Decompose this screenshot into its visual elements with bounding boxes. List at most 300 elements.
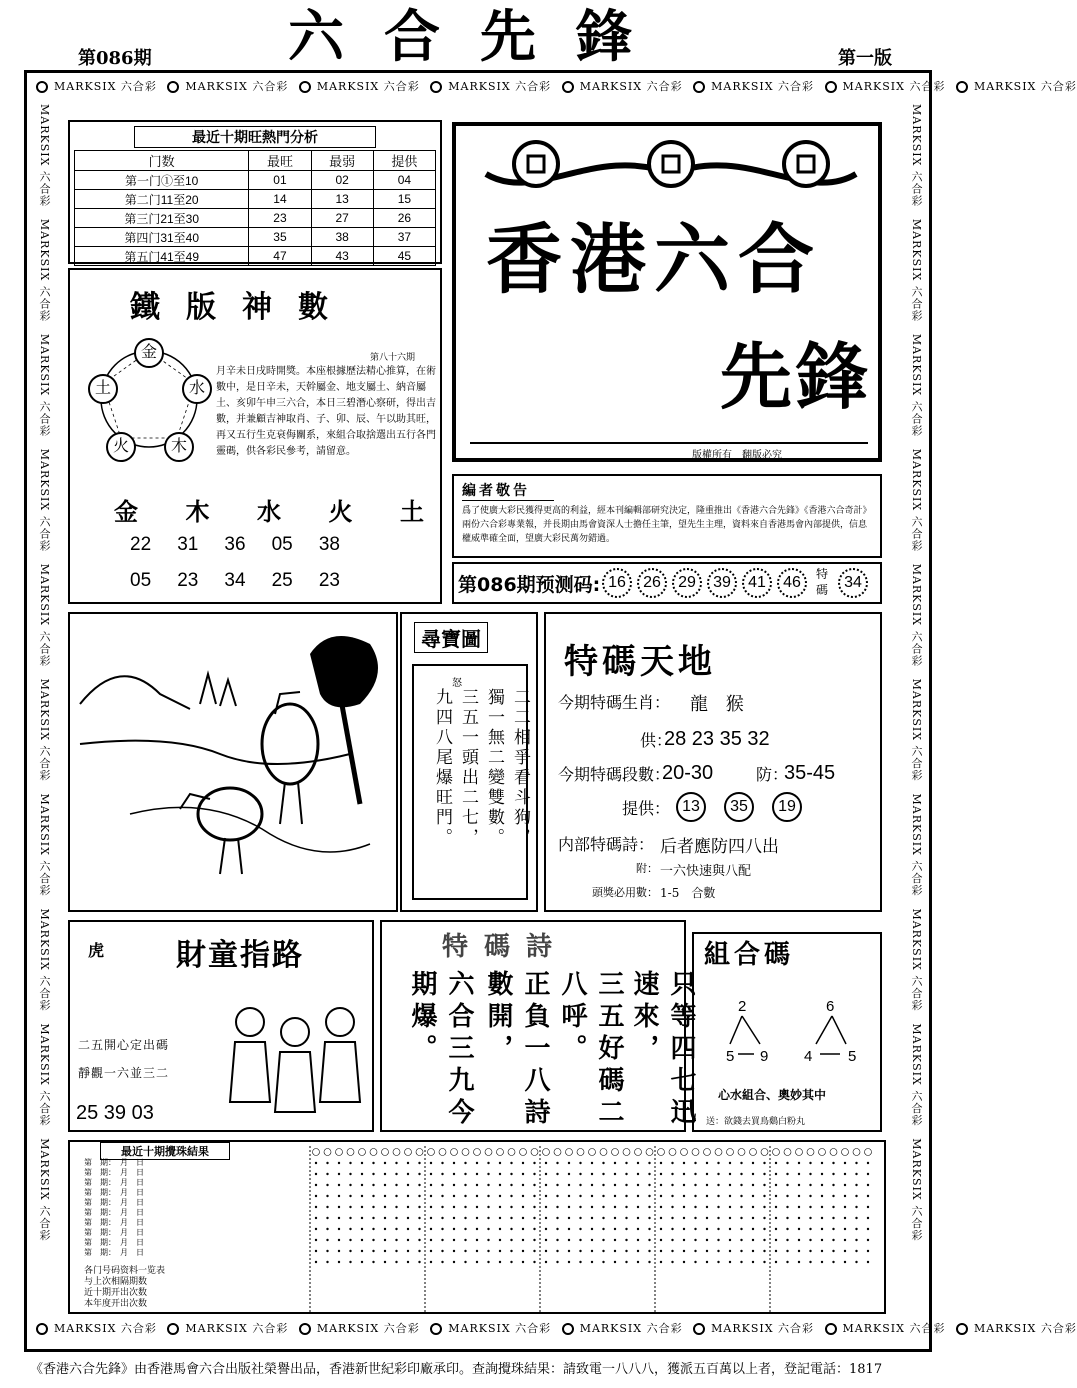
grid-dot [476,1184,478,1186]
grid-dot [453,1228,455,1230]
grid-dot [681,1149,688,1156]
grid-dot [646,1149,653,1156]
attach-label: 附： [636,862,658,875]
grid-dot [775,1217,777,1219]
grid-dot [497,1149,504,1156]
wealth-panel [68,920,374,1132]
grid-dot [430,1261,432,1263]
grid-dot [534,1217,536,1219]
grid-dot [361,1239,363,1241]
grid-dot [683,1239,685,1241]
table-row: 第五门41至49 47 43 45 [75,247,436,266]
grid-dot [396,1250,398,1252]
grid-dot [545,1206,547,1208]
grid-dot [867,1250,869,1252]
grid-dot [511,1184,513,1186]
grid-dot [626,1184,628,1186]
grid-dot [580,1250,582,1252]
left-border-strip: MARKSIX 六合彩 MARKSIX 六合彩 MARKSIX 六合彩 MARKSIX 六合彩 MARKSIX 六合彩 MARKSIX 六合彩 MARKSIX 六合彩 MARKSIX 六合彩 MARKSIX 六合彩 MARKSIX 六合彩 [38,104,51,1242]
grid-dot [810,1228,812,1230]
grid-dot [830,1149,837,1156]
grid-dot [462,1149,469,1156]
grid-dot [338,1206,340,1208]
grid-dot [741,1261,743,1263]
editor-note-text: 爲了使廣大彩民獲得更高的利益，經本刊編輯部研究決定，隆重推出《香港六合先鋒》《香港六合奇計》兩份六合彩專業報，并長期由馬會資深人士擔任主筆，望先生主理，資料來自香港馬會內部提供，信息權威準確全面，望廣大彩民萬勿錯過。 [462,506,872,544]
grid-dot [695,1250,697,1252]
grid-dot [499,1184,501,1186]
poem-value: 后者應防四八出 [660,837,779,857]
grid-dot [603,1250,605,1252]
offer-number: 19 [772,792,802,822]
grid-dot [499,1250,501,1252]
grid-dot [810,1239,812,1241]
grid-dot [752,1239,754,1241]
grid-dot [373,1217,375,1219]
col-header: 门数 [75,151,249,171]
draw-results-title: 最近十期攪珠結果 [100,1142,230,1160]
grid-dot [338,1195,340,1197]
grid-dot [522,1261,524,1263]
grid-dot [810,1173,812,1175]
grid-dot [419,1217,421,1219]
grid-dot [844,1217,846,1219]
grid-dot [614,1217,616,1219]
grid-dot [511,1261,513,1263]
table-row: 第三门21至30 23 27 26 [75,209,436,228]
grid-dot [672,1261,674,1263]
grid-dot [396,1217,398,1219]
grid-dot [844,1195,846,1197]
grid-dot [350,1195,352,1197]
grid-dot [867,1184,869,1186]
grid-dot [672,1162,674,1164]
grid-dot [856,1162,858,1164]
grid-dot [637,1162,639,1164]
grid-dot [718,1228,720,1230]
grid-dot [798,1228,800,1230]
grid-dot [557,1195,559,1197]
grid-dot [485,1149,492,1156]
grid-dot [373,1261,375,1263]
flower-icon [562,81,574,93]
grid-dot [787,1195,789,1197]
grid-dot [534,1228,536,1230]
grid-dot [591,1228,593,1230]
grid-dot [741,1206,743,1208]
children-picture [220,1002,370,1122]
grid-dot [451,1149,458,1156]
grid-dot [453,1173,455,1175]
grid-dot [361,1173,363,1175]
prediction-number: 39 [707,568,737,598]
grid-dot [660,1206,662,1208]
grid-dot [453,1206,455,1208]
grid-dot [764,1184,766,1186]
grid-dot [718,1217,720,1219]
grid-dot [511,1195,513,1197]
grid-dot [672,1250,674,1252]
supply-label: 供： [640,731,673,750]
flower-icon [825,1323,837,1335]
grid-dot [370,1149,377,1156]
grid-dot [568,1239,570,1241]
grid-dot [729,1173,731,1175]
grid-dot [442,1217,444,1219]
grid-dot [741,1184,743,1186]
grid-dot [692,1149,699,1156]
grid-dot [741,1228,743,1230]
grid-dot [842,1149,849,1156]
grid-dot [396,1206,398,1208]
grid-dot [442,1239,444,1241]
grid-dot [407,1184,409,1186]
zodiac-label: 今期特碼生肖： [558,693,671,712]
grid-dot [557,1239,559,1241]
grid-dot [350,1217,352,1219]
range-label: 今期特碼段數： [558,765,671,784]
grid-dot [580,1261,582,1263]
grid-dot [833,1206,835,1208]
grid-dot [752,1228,754,1230]
grid-dot [741,1173,743,1175]
flower-icon [693,1323,705,1335]
grid-dot [338,1162,340,1164]
grid-dot [442,1162,444,1164]
grid-dot [729,1184,731,1186]
grid-dot [798,1206,800,1208]
flower-icon [36,81,48,93]
grid-dot [844,1239,846,1241]
grid-dot [637,1239,639,1241]
tema-poem-col: 只等四七迅速來， [629,970,696,1130]
tema-poem-col: 六合三九今期爆。 [407,970,474,1130]
grid-dot [787,1228,789,1230]
grid-dot [568,1173,570,1175]
prediction-number: 41 [742,568,772,598]
grid-dot [396,1261,398,1263]
grid-dot [787,1173,789,1175]
grid-dot [856,1217,858,1219]
grid-dot [764,1250,766,1252]
grid-dot [810,1217,812,1219]
grid-dot [649,1162,651,1164]
grid-dot [738,1149,745,1156]
grid-dot [603,1162,605,1164]
grid-dot [718,1206,720,1208]
defend-value: 35-45 [784,762,836,784]
grid-dot [545,1250,547,1252]
grid-dot [430,1217,432,1219]
grid-dot [373,1184,375,1186]
grid-dot [557,1228,559,1230]
grid-dot [614,1228,616,1230]
grid-dot [775,1173,777,1175]
grid-dot [729,1162,731,1164]
tri2-left: 4 [804,1048,813,1065]
grid-dot [761,1149,768,1156]
grid-dot [683,1250,685,1252]
wealth-title: 財童指路 [176,938,304,973]
grid-dot [488,1184,490,1186]
grid-dot [442,1173,444,1175]
grid-dot [474,1149,481,1156]
grid-dot [626,1239,628,1241]
grid-dot [327,1239,329,1241]
grid-dot [396,1162,398,1164]
grid-dot [465,1162,467,1164]
grid-dot [833,1228,835,1230]
grid-dot [787,1162,789,1164]
grid-dot [810,1162,812,1164]
grid-dot [718,1173,720,1175]
grid-dot [327,1173,329,1175]
grid-dot [821,1173,823,1175]
footer-text: 《香港六合先鋒》由香港馬會六合出版社榮譽出品，香港新世紀彩印廠承印。查詢攪珠結果：請致電一八八八，獲派五百萬以上者，登記電話：1817 [30,1362,883,1377]
grid-dot [775,1206,777,1208]
grid-dot [324,1149,331,1156]
grid-dot [683,1261,685,1263]
grid-dot [821,1184,823,1186]
right-border-strip: MARKSIX 六合彩 MARKSIX 六合彩 MARKSIX 六合彩 MARKSIX 六合彩 MARKSIX 六合彩 MARKSIX 六合彩 MARKSIX 六合彩 MARKSIX 六合彩 MARKSIX 六合彩 MARKSIX 六合彩 [910,104,923,1242]
grid-dot [534,1261,536,1263]
hk-banner-panel [452,122,882,462]
grid-dot [315,1173,317,1175]
grid-dot [465,1228,467,1230]
grid-dot [672,1173,674,1175]
offer-label: 提供： [622,799,671,818]
grid-dot [741,1195,743,1197]
grid-dot [476,1228,478,1230]
flower-icon [693,81,705,93]
grid-dot [327,1195,329,1197]
grid-dot [373,1162,375,1164]
grid-dot [706,1261,708,1263]
grid-dot [361,1250,363,1252]
grid-dot [810,1250,812,1252]
tri1-right: 9 [760,1048,769,1065]
grid-dot [488,1206,490,1208]
grid-dot [844,1173,846,1175]
grid-dot [407,1206,409,1208]
grid-dot [511,1250,513,1252]
grid-dot [373,1173,375,1175]
grid-dot [683,1195,685,1197]
grid-dot [557,1184,559,1186]
grid-dot [522,1228,524,1230]
grid-dot [637,1261,639,1263]
combo-caption: 心水組合、奧妙其中 [718,1088,827,1102]
iron-board-issue: 第八十六期 [370,353,416,363]
grid-dot [649,1228,651,1230]
grid-dot [752,1250,754,1252]
grid-dot [695,1239,697,1241]
grid-dot [718,1250,720,1252]
grid-dot [338,1239,340,1241]
grid-dot [614,1184,616,1186]
grid-dot [798,1184,800,1186]
grid-dot [591,1195,593,1197]
grid-dot [534,1195,536,1197]
grid-dot [430,1162,432,1164]
grid-dot [637,1206,639,1208]
grid-dot [706,1239,708,1241]
tri1-top: 2 [738,998,747,1015]
page-title: 六合先鋒 [288,5,672,70]
cranes-illustration [68,612,398,912]
prediction-label: 第086期预测码: [458,574,601,596]
grid-dot [315,1261,317,1263]
grid-dot [833,1250,835,1252]
grid-dot [361,1195,363,1197]
grid-dot [453,1217,455,1219]
treasure-verse-title: 怒 [452,678,462,689]
grid-dot [534,1162,536,1164]
grid-dot [649,1206,651,1208]
grid-dot [614,1162,616,1164]
grid-dot [626,1261,628,1263]
grid-dot [764,1228,766,1230]
grid-dot [315,1206,317,1208]
grid-dot [315,1162,317,1164]
combo-panel [692,932,882,1132]
tri1-left: 5 [726,1048,735,1065]
grid-dot [718,1195,720,1197]
grid-dot [534,1239,536,1241]
grid-dot [603,1261,605,1263]
grid-dot [695,1261,697,1263]
grid-dot [715,1149,722,1156]
grid-dot [856,1206,858,1208]
flower-icon [167,81,179,93]
combo-title: 組合碼 [704,940,795,970]
grid-dot [465,1239,467,1241]
hot-analysis-table [74,150,436,266]
grid-dot [407,1228,409,1230]
banner-title-line2: 先鋒 [720,335,873,419]
grid-dot [695,1206,697,1208]
grid-dot [545,1162,547,1164]
grid-dot [393,1149,400,1156]
grid-dot [419,1173,421,1175]
grid-dot [833,1217,835,1219]
flower-icon [430,81,442,93]
grid-dot [695,1217,697,1219]
grid-dot [706,1206,708,1208]
grid-dot [660,1162,662,1164]
grid-dot [695,1195,697,1197]
grid-dot [499,1228,501,1230]
grid-dot [796,1149,803,1156]
grid-dot [729,1239,731,1241]
grid-dot [867,1173,869,1175]
grid-dot [336,1149,343,1156]
grid-dot [476,1217,478,1219]
grid-dot [453,1195,455,1197]
grid-dot [315,1184,317,1186]
grid-dot [545,1239,547,1241]
grid-dot [407,1261,409,1263]
grid-dot [626,1195,628,1197]
grid-dot [865,1149,872,1156]
grid-dot [407,1239,409,1241]
iron-board-title: 鐵版神數 [130,290,354,325]
flower-icon [956,81,968,93]
grid-dot [545,1184,547,1186]
grid-dot [488,1228,490,1230]
grid-dot [614,1250,616,1252]
grid-dot [442,1228,444,1230]
grid-dot [577,1149,584,1156]
grid-dot [729,1250,731,1252]
grid-dot [580,1195,582,1197]
special-label: 特碼 [816,567,829,597]
grid-dot [350,1173,352,1175]
grid-dot [614,1206,616,1208]
grid-dot [442,1206,444,1208]
grid-dot [750,1149,757,1156]
grid-dot [821,1239,823,1241]
grid-dot [396,1173,398,1175]
grid-dot [603,1239,605,1241]
grid-dot [614,1239,616,1241]
grid-dot [672,1184,674,1186]
grid-dot [787,1261,789,1263]
grid-dot [752,1206,754,1208]
grid-dot [706,1217,708,1219]
tema-poem-title: 特碼詩 [442,932,569,962]
grid-dot [419,1184,421,1186]
grid-dot [396,1195,398,1197]
grid-dot [476,1162,478,1164]
poem-label: 内部特碼詩： [558,835,655,854]
grid-dot [741,1239,743,1241]
grid-dot [752,1195,754,1197]
grid-dot [660,1239,662,1241]
grid-dot [856,1228,858,1230]
grid-dot [476,1261,478,1263]
grid-dot [867,1162,869,1164]
grid-dot [522,1184,524,1186]
grid-dot [589,1149,596,1156]
grid-dot [522,1217,524,1219]
grid-dot [810,1195,812,1197]
grid-dot [534,1184,536,1186]
hot-analysis-panel [68,120,442,264]
grid-dot [488,1162,490,1164]
grid-dot [534,1250,536,1252]
draw-dot-grid [310,1146,884,1312]
grid-dot [430,1184,432,1186]
grid-dot [488,1217,490,1219]
grid-dot [315,1239,317,1241]
draw-footer-labels: 各门号码资料一览表 与上次相隔期数 近十期开出次数 本年度开出次数 [84,1266,166,1309]
grid-dot [476,1173,478,1175]
grid-dot [405,1149,412,1156]
grid-dot [658,1149,665,1156]
grid-dot [384,1195,386,1197]
grid-dot [568,1195,570,1197]
grid-dot [476,1195,478,1197]
grid-dot [821,1261,823,1263]
grid-dot [416,1149,423,1156]
grid-dot [741,1250,743,1252]
grid-dot [833,1261,835,1263]
flower-icon [167,1323,179,1335]
offer-number: 13 [676,792,706,822]
grid-dot [718,1184,720,1186]
offer-number: 35 [724,792,754,822]
grid-dot [637,1184,639,1186]
